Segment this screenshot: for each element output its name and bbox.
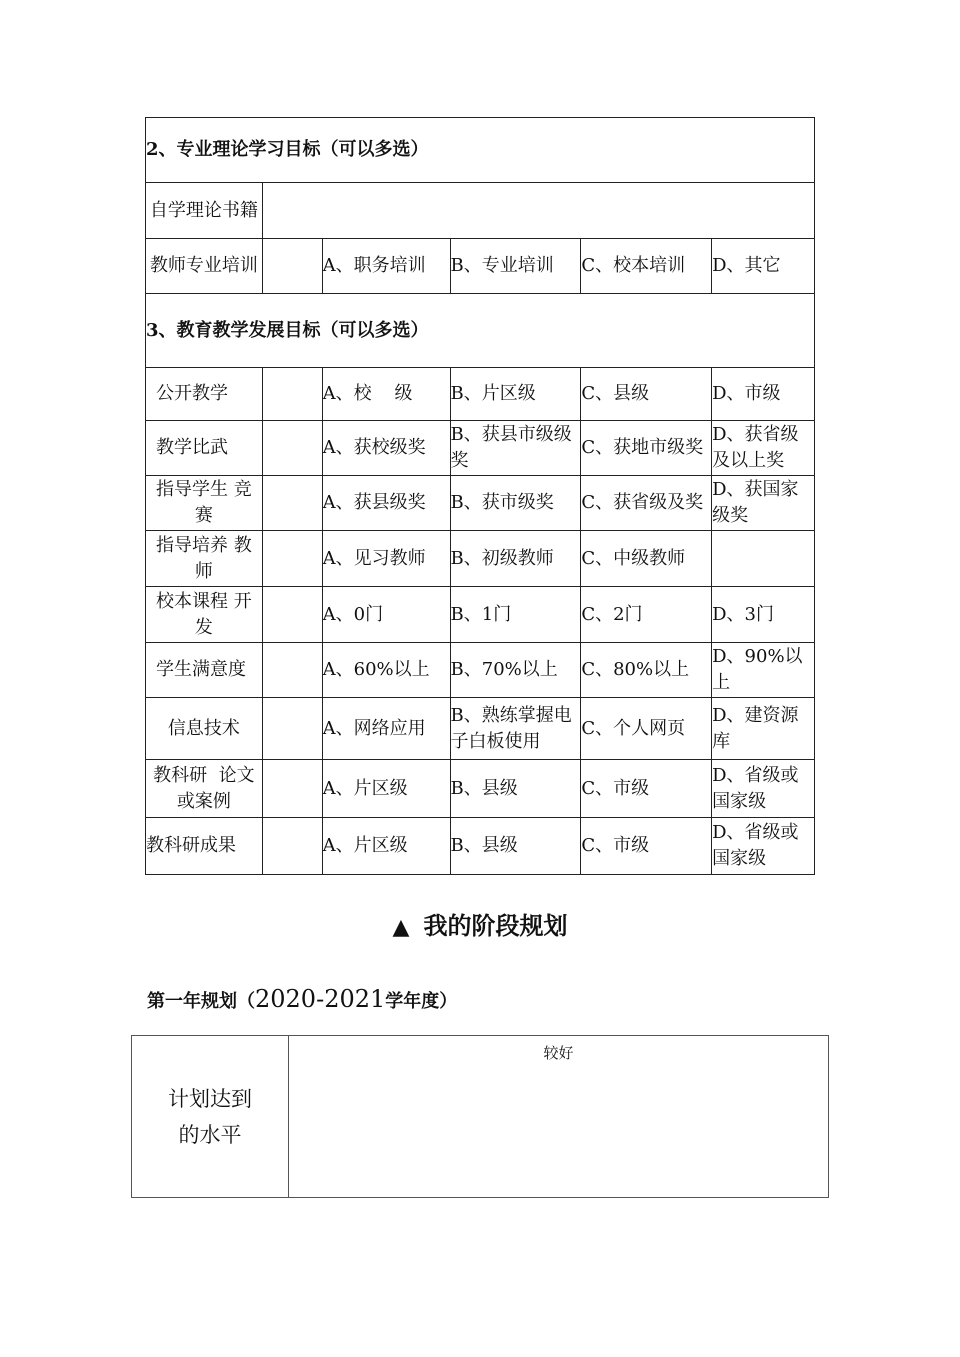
row-label: 教科研 论文或案例: [146, 760, 263, 818]
empty-cell: [262, 643, 322, 698]
option-c: C、中级教师: [581, 531, 712, 587]
option-a: A、获校级奖: [322, 421, 450, 476]
option-d: D、3门: [712, 587, 815, 643]
empty-cell: [262, 760, 322, 818]
option-d: D、90%以上: [712, 643, 815, 698]
table-row: [146, 698, 815, 760]
section3-title: 3、教育教学发展目标（可以多选）: [146, 294, 815, 368]
year-plan-heading: [147, 985, 457, 1013]
option-b: B、县级: [450, 760, 581, 818]
option-c: C、2门: [581, 587, 712, 643]
option-b: B、片区级: [450, 368, 581, 421]
option-c: C、获地市级奖: [581, 421, 712, 476]
row-label: 教学比武: [146, 421, 263, 476]
row-label: 教师专业培训: [146, 239, 263, 294]
option-d: D、市级: [712, 368, 815, 421]
option-d: D、省级或国家级: [712, 760, 815, 818]
option-b: B、70%以上: [450, 643, 581, 698]
empty-cell: [262, 421, 322, 476]
option-d: D、其它: [712, 239, 815, 294]
empty-cell: [262, 531, 322, 587]
table-row: [146, 476, 815, 531]
table-row: [146, 421, 815, 476]
table-row: [146, 818, 815, 875]
plan-label: [132, 1036, 289, 1198]
table-row: [146, 760, 815, 818]
option-b: B、县级: [450, 818, 581, 875]
row-label: 校本课程 开发: [146, 587, 263, 643]
row-label: 教科研成果: [146, 818, 263, 875]
option-a: A、片区级: [322, 818, 450, 875]
option-a: A、职务培训: [322, 239, 450, 294]
empty-cell: [262, 587, 322, 643]
option-b: B、熟练掌握电子白板使用: [450, 698, 581, 760]
option-d: D、获省级及以上奖: [712, 421, 815, 476]
empty-cell: [262, 818, 322, 875]
table-row: [132, 1036, 829, 1198]
option-c: C、个人网页: [581, 698, 712, 760]
table-row: [146, 239, 815, 294]
plan-label-text: 计划达到的水平: [168, 1086, 252, 1147]
row-label: 指导学生 竞赛: [146, 476, 263, 531]
row-label: 指导培养 教师: [146, 531, 263, 587]
empty-cell: [262, 368, 322, 421]
option-a: A、见习教师: [322, 531, 450, 587]
option-d: [712, 531, 815, 587]
option-d: D、省级或国家级: [712, 818, 815, 875]
option-c: C、校本培训: [581, 239, 712, 294]
year-plan-years: 2020-2021: [255, 985, 386, 1013]
option-a: A、校 级: [322, 368, 450, 421]
year-plan-suffix: 学年度）: [385, 991, 458, 1012]
option-c: C、市级: [581, 818, 712, 875]
plan-table: [131, 1035, 829, 1198]
triangle-up-icon: ▲: [392, 915, 410, 940]
option-d: D、获国家级奖: [712, 476, 815, 531]
option-c: C、获省级及奖: [581, 476, 712, 531]
option-c: C、县级: [581, 368, 712, 421]
option-d: D、建资源库: [712, 698, 815, 760]
table-row: [146, 531, 815, 587]
table-row: [146, 643, 815, 698]
empty-cell: [262, 698, 322, 760]
option-a: A、60%以上: [322, 643, 450, 698]
section3-header-row: [146, 294, 815, 368]
option-b: B、初级教师: [450, 531, 581, 587]
section2-title: 2、专业理论学习目标（可以多选）: [146, 118, 815, 183]
year-plan-prefix: 第一年规划（: [147, 991, 255, 1012]
row-label: 信息技术: [146, 698, 263, 760]
option-b: B、1门: [450, 587, 581, 643]
empty-cell: [262, 183, 814, 239]
goals-table: [145, 117, 815, 875]
option-a: A、0门: [322, 587, 450, 643]
empty-cell: [262, 476, 322, 531]
option-a: A、网络应用: [322, 698, 450, 760]
table-row: [146, 587, 815, 643]
section2-header-row: [146, 118, 815, 183]
stage-title-text: 我的阶段规划: [423, 912, 568, 940]
row-label: 自学理论书籍: [146, 183, 263, 239]
empty-cell: [262, 239, 322, 294]
stage-heading: [0, 906, 960, 941]
option-b: B、专业培训: [450, 239, 581, 294]
option-c: C、80%以上: [581, 643, 712, 698]
table-row: [146, 183, 815, 239]
row-label: 公开教学: [146, 368, 263, 421]
option-c: C、市级: [581, 760, 712, 818]
row-label: 学生满意度: [146, 643, 263, 698]
option-b: B、获县市级级奖: [450, 421, 581, 476]
plan-value: 较好: [289, 1036, 829, 1198]
option-a: A、获县级奖: [322, 476, 450, 531]
table-row: [146, 368, 815, 421]
option-a: A、片区级: [322, 760, 450, 818]
option-b: B、获市级奖: [450, 476, 581, 531]
